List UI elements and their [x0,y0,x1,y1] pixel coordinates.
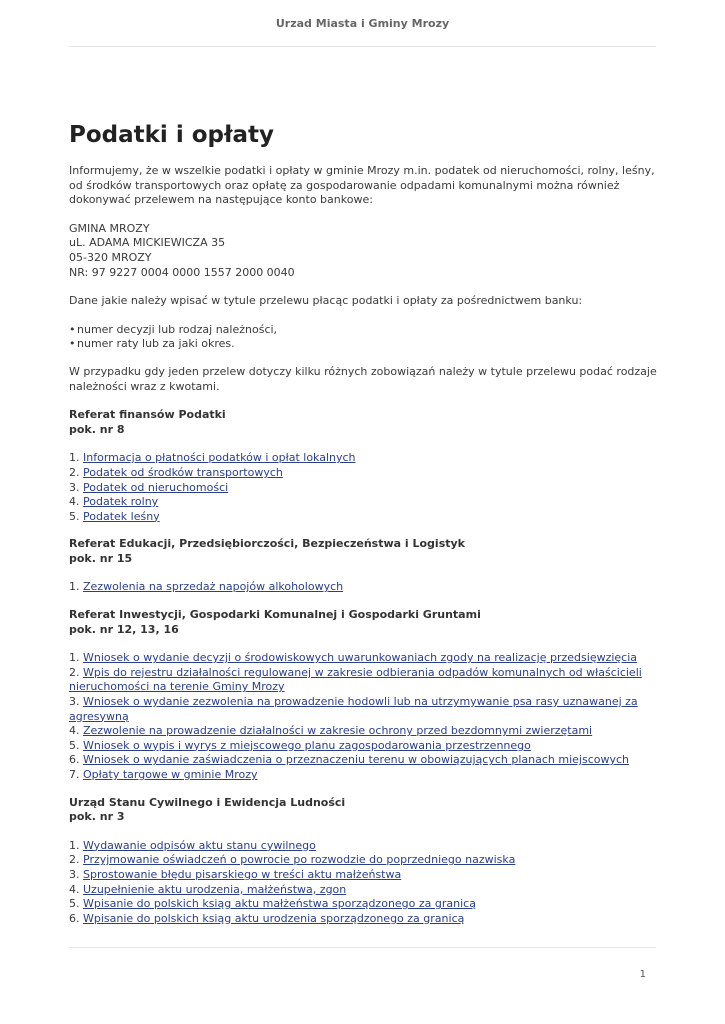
item-number: 3. [69,695,80,709]
list-item [69,724,659,739]
list-item [69,495,659,510]
address-line: uL. ADAMA MICKIEWICZA 35 [69,236,226,250]
link-dog-permit[interactable]: Wniosek o wydanie zezwolenia na prowadzenie hodowli lub na utrzymywanie psa rasy uznawanej za agresywną [69,695,638,723]
list-item [69,666,659,695]
list-item [69,651,659,666]
item-number: 5. [69,738,80,752]
transfer-title-list [69,323,659,352]
item-number: 5. [69,509,80,523]
link-list [69,451,659,524]
item-number: 4. [69,724,80,738]
section-room: pok. nr 3 [69,810,125,824]
link-environmental-decision[interactable]: Wniosek o wydanie decyzji o środowiskowych uwarunkowaniach zgody na realizację przedsięwzięcia [83,651,638,665]
link-foreign-marriage[interactable]: Wpisanie do polskich ksiąg aktu małżeństwa sporządzonego za granicą [83,897,476,911]
item-number: 1. [69,580,80,594]
page-title: Podatki i opłaty [69,122,275,148]
list-item [69,768,659,783]
link-civil-records-copies[interactable]: Wydawanie odpisów aktu stanu cywilnego [83,838,316,852]
list-item: • numer decyzji lub rodzaj należności, [69,323,659,338]
address-line: 05-320 MROZY [69,250,152,264]
page-number: 1 [639,969,646,980]
link-zoning-extract[interactable]: Wniosek o wypis i wyrys z miejscowego planu zagospodarowania przestrzennego [83,738,531,752]
item-number: 1. [69,651,80,665]
list-item [69,510,659,525]
section-room: pok. nr 12, 13, 16 [69,622,179,636]
link-agricultural-tax[interactable]: Podatek rolny [83,495,159,509]
list-item [69,481,659,496]
item-number: 6. [69,753,80,767]
address-line: GMINA MROZY [69,221,150,235]
header-divider [69,46,656,47]
section-title: Referat Inwestycji, Gospodarki Komunalnej i Gospodarki Gruntami [69,608,481,622]
list-item [69,739,659,754]
link-marriage-correction[interactable]: Sprostowanie błędu pisarskiego w treści aktu małżeństwa [83,867,402,881]
link-list [69,651,659,782]
list-item [69,580,659,595]
item-number: 4. [69,882,80,896]
link-surname-return[interactable]: Przyjmowanie oświadczeń o powrocie po rozwodzie do poprzedniego nazwiska [83,853,516,867]
main-content [69,120,659,939]
section-investment [69,608,659,783]
item-number: 2. [69,853,80,867]
section-civil-registry [69,796,659,927]
list-item [69,466,659,481]
list-item [69,695,659,724]
section-title: Referat Edukacji, Przedsiębiorczości, Bezpieczeństwa i Logistyk [69,537,465,551]
list-item [69,451,659,466]
list-item [69,897,659,912]
section-title: Referat finansów Podatki [69,408,226,422]
list-item [69,753,659,768]
link-transport-tax[interactable]: Podatek od środków transportowych [83,465,283,479]
multi-payment-note: W przypadku gdy jeden przelew dotyczy kilku różnych zobowiązań należy w tytule przelewu podać rodzaje należności wraz z kwotami. [69,364,657,393]
list-item [69,839,659,854]
item-number: 7. [69,768,80,781]
item-number: 2. [69,465,80,479]
item-number: 6. [69,911,80,925]
link-property-tax[interactable]: Podatek od nieruchomości [83,480,229,494]
link-alcohol-permits[interactable]: Zezwolenia na sprzedaż napojów alkoholowych [83,580,344,594]
link-list [69,839,659,927]
link-waste-register[interactable]: Wpis do rejestru działalności regulowanej w zakresie odbierania odpadów komunalnych od właścicieli nieruchomości na terenie Gminy Mrozy [69,665,642,694]
section-education [69,537,659,595]
item-number: 2. [69,665,80,679]
link-stray-animals-permit[interactable]: Zezwolenie na prowadzenie działalności w zakresie ochrony przed bezdomnymi zwierzętami [83,724,593,738]
intro-paragraph: Informujemy, że w wszelkie podatki i opłaty w gminie Mrozy m.in. podatek od nieruchomości, rolny, leśny, od środków transportowych oraz opłatę za gospodarowanie odpadami komunalnymi można również dokonywać przelewem na następujące konto bankowe: [69,164,655,207]
link-market-fees[interactable]: Opłaty targowe w gminie Mrozy [83,768,258,781]
list-item [69,868,659,883]
footer-divider [69,947,656,948]
item-number: 4. [69,495,80,509]
bank-account-number: NR: 97 9227 0004 0000 1557 2000 0040 [69,265,295,279]
link-list [69,580,659,595]
section-room: pok. nr 8 [69,422,125,436]
list-item [69,883,659,898]
section-room: pok. nr 15 [69,551,133,565]
item-number: 1. [69,838,80,852]
transfer-info: Dane jakie należy wpisać w tytule przelewu płacąc podatki i opłaty za pośrednictwem banku: [69,294,583,308]
item-number: 1. [69,451,80,465]
item-number: 3. [69,480,80,494]
list-item [69,912,659,927]
item-number: 3. [69,867,80,881]
bank-address [69,222,659,280]
link-land-use-certificate[interactable]: Wniosek o wydanie zaświadczenia o przeznaczeniu terenu w obowiązujących planach miejscowych [83,753,630,767]
section-finance [69,408,659,524]
link-forest-tax[interactable]: Podatek leśny [83,509,160,523]
link-foreign-birth[interactable]: Wpisanie do polskich ksiąg aktu urodzenia sporządzonego za granicą [83,911,465,925]
site-title: Urzad Miasta i Gminy Mrozy [275,17,450,30]
list-item: • numer raty lub za jaki okres. [69,337,659,352]
list-item [69,853,659,868]
section-title: Urząd Stanu Cywilnego i Ewidencja Ludności [69,795,346,809]
item-number: 5. [69,897,80,911]
link-record-supplement[interactable]: Uzupełnienie aktu urodzenia, małżeństwa, zgon [83,882,347,896]
link-payment-info[interactable]: Informacja o płatności podatków i opłat lokalnych [83,451,356,465]
